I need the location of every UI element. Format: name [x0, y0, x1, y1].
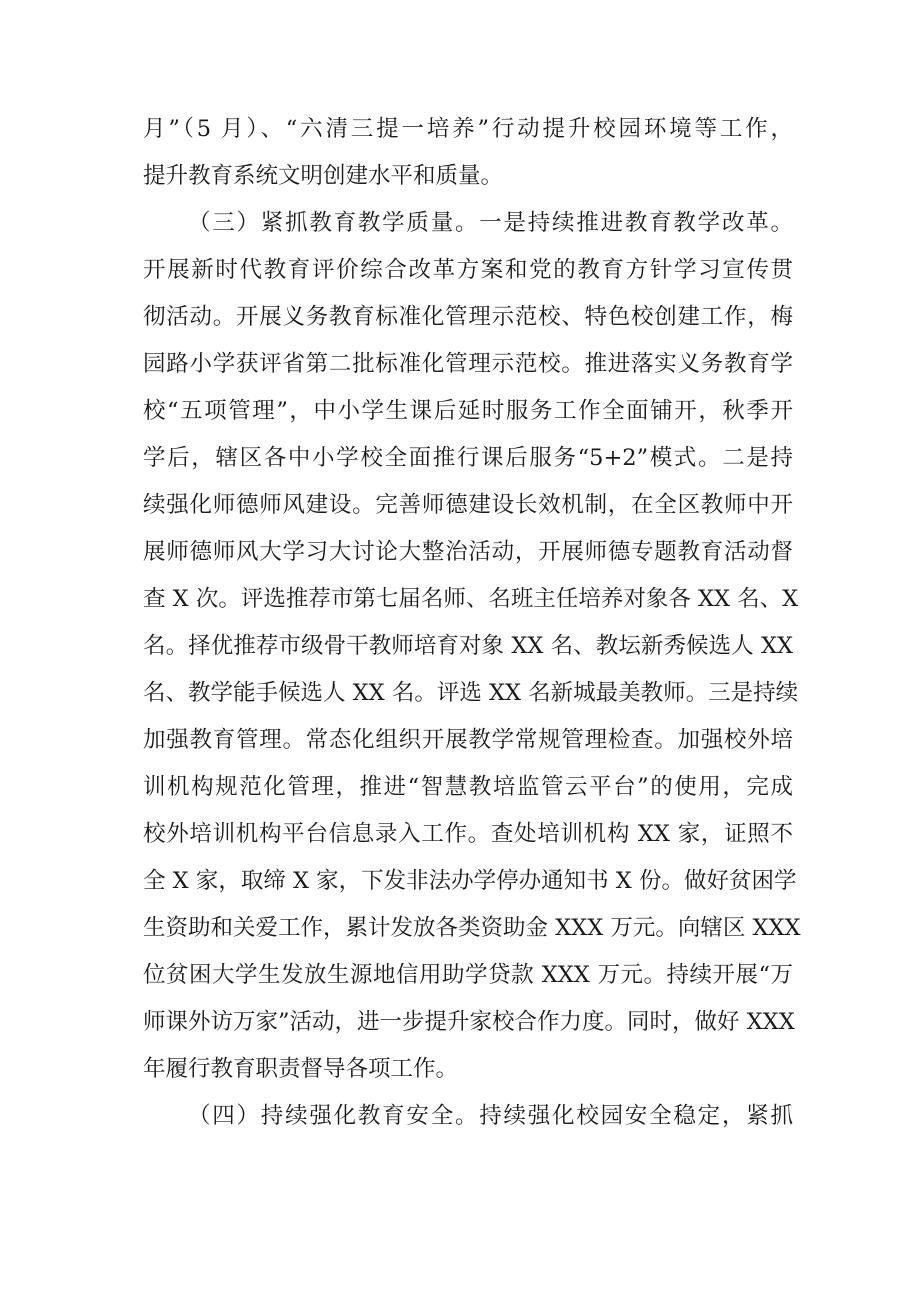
text-line: 名。择优推荐市级骨干教师培育对象 XX 名、教坛新秀候选人 XX: [143, 633, 793, 659]
text-line: 校“五项管理”，中小学生课后延时服务工作全面铺开，秋季开: [143, 398, 793, 424]
text-line: 开展新时代教育评价综合改革方案和党的教育方针学习宣传贯: [143, 257, 793, 283]
text-line: 位贫困大学生发放生源地信用助学贷款 XXX 万元。持续开展“万: [143, 962, 793, 988]
section-heading-line: （四）持续强化教育安全。持续强化校园安全稳定，紧抓: [188, 1103, 793, 1129]
text-line: 续强化师德师风建设。完善师德建设长效机制，在全区教师中开: [143, 492, 793, 518]
text-line: 学后，辖区各中小学校全面推行课后服务“5+2”模式。二是持: [143, 445, 793, 471]
text-line: 训机构规范化管理，推进“智慧教培监管云平台”的使用，完成: [143, 774, 793, 800]
text-line: 展师德师风大学习大讨论大整治活动，开展师德专题教育活动督: [143, 539, 793, 565]
text-line: 彻活动。开展义务教育标准化管理示范校、特色校创建工作，梅: [143, 304, 793, 330]
text-line: 生资助和关爱工作，累计发放各类资助金 XXX 万元。向辖区 XXX: [143, 915, 801, 941]
text-line: 园路小学获评省第二批标准化管理示范校。推进落实义务教育学: [143, 351, 793, 377]
text-line: 查 X 次。评选推荐市第七届名师、名班主任培养对象各 XX 名、X: [143, 586, 799, 612]
text-line: 师课外访万家”活动，进一步提升家校合作力度。同时，做好 XXX: [143, 1009, 795, 1035]
text-line: 名、教学能手候选人 XX 名。评选 XX 名新城最美教师。三是持续: [143, 680, 799, 706]
text-line: 加强教育管理。常态化组织开展教学常规管理检查。加强校外培: [143, 727, 793, 753]
text-line: 月”（5 月）、“六清三提一培养”行动提升校园环境等工作，: [143, 116, 793, 142]
section-heading-line: （三）紧抓教育教学质量。一是持续推进教育教学改革。: [188, 210, 793, 236]
text-line: 年履行教育职责督导各项工作。: [143, 1056, 459, 1082]
text-line: 全 X 家，取缔 X 家，下发非法办学停办通知书 X 份。做好贫困学: [143, 868, 797, 894]
text-line: 校外培训机构平台信息录入工作。查处培训机构 XX 家，证照不: [143, 821, 793, 847]
text-line: 提升教育系统文明创建水平和质量。: [143, 163, 504, 189]
